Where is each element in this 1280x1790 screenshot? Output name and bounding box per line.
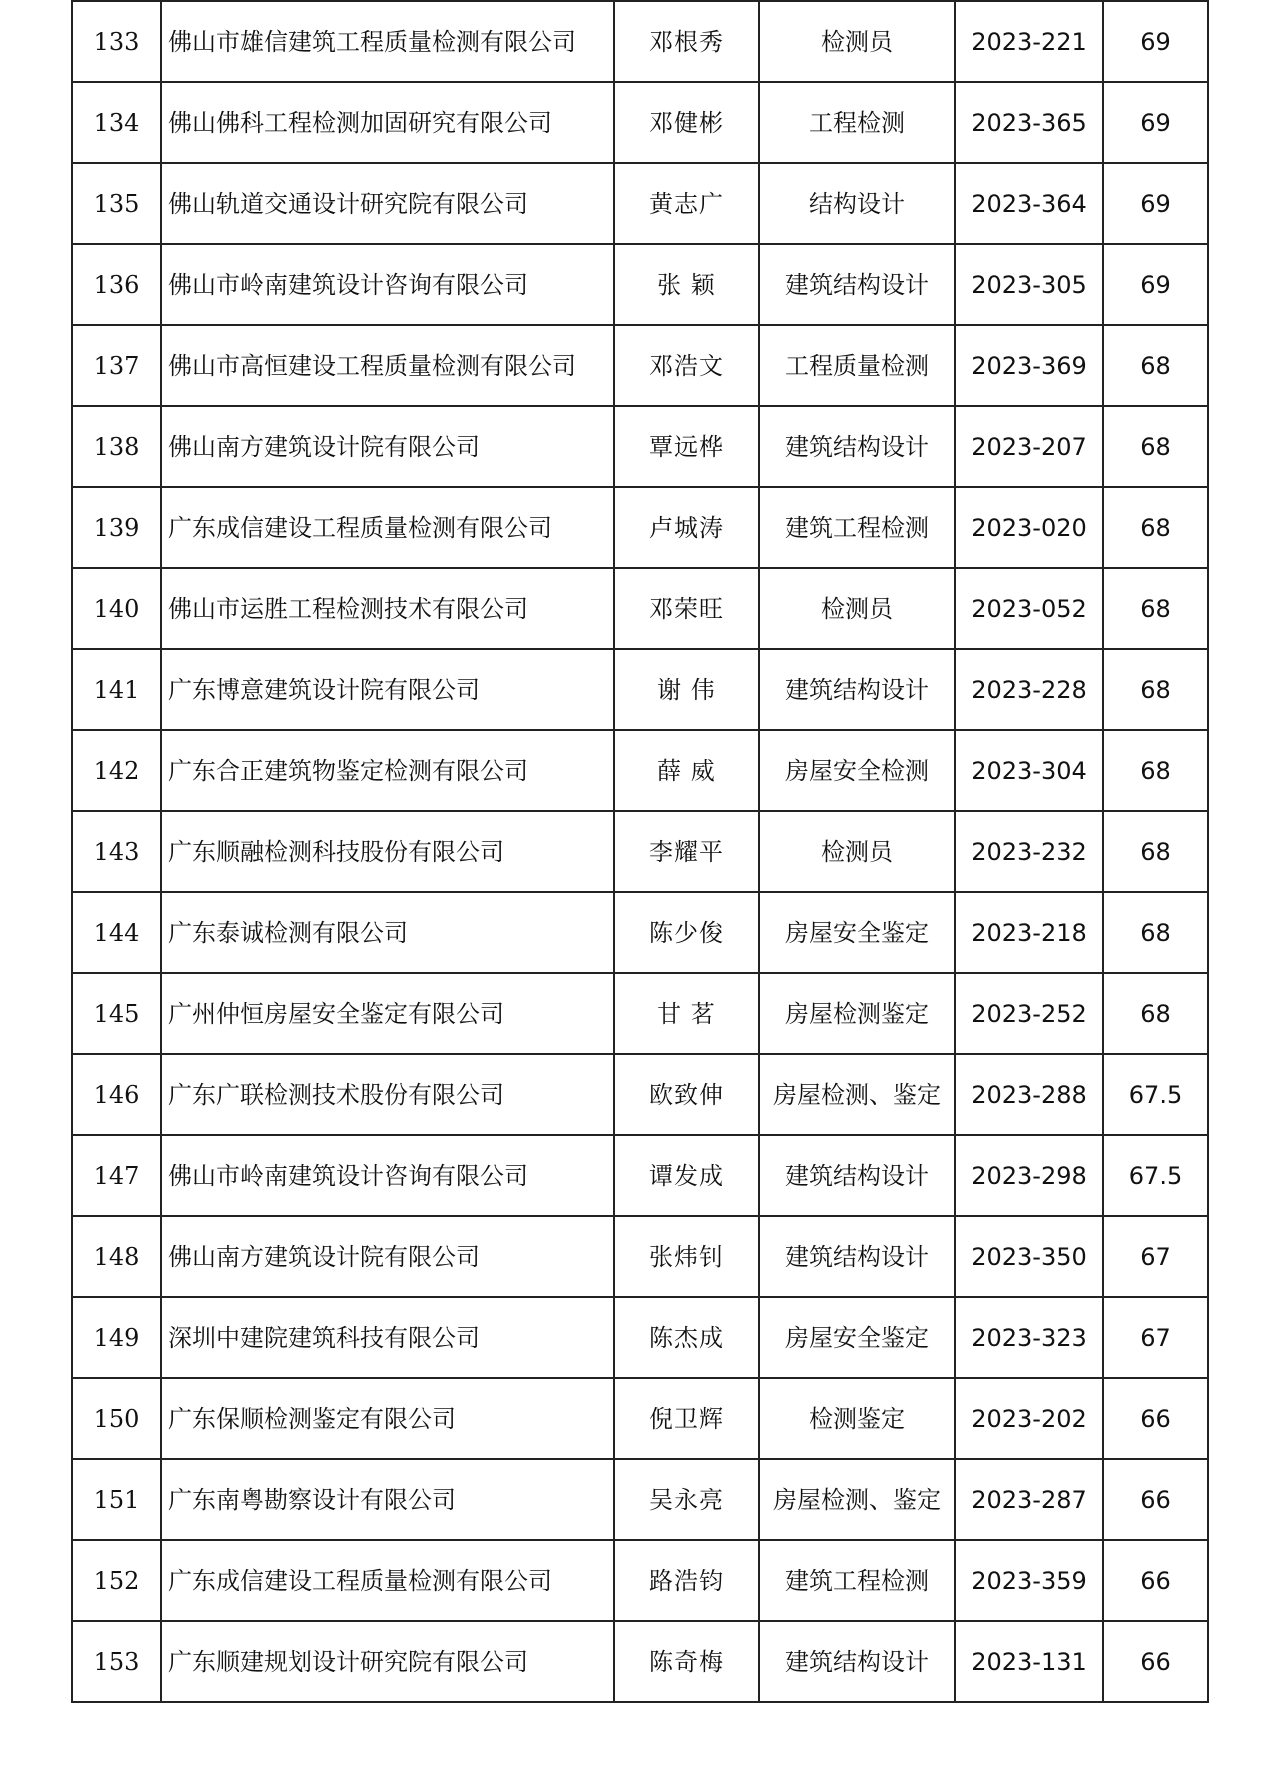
person-name-cell: 李耀平 xyxy=(614,811,759,892)
organization-name-cell: 佛山南方建筑设计院有限公司 xyxy=(161,406,614,487)
job-role-cell: 结构设计 xyxy=(759,163,955,244)
organization-name-cell: 广东泰诚检测有限公司 xyxy=(161,892,614,973)
score-cell: 68 xyxy=(1103,649,1208,730)
score-cell: 67 xyxy=(1103,1297,1208,1378)
certificate-number-cell: 2023-131 xyxy=(955,1621,1103,1702)
row-number-cell: 150 xyxy=(72,1378,161,1459)
score-cell: 68 xyxy=(1103,892,1208,973)
table-row xyxy=(72,973,1208,1054)
score-cell: 69 xyxy=(1103,1,1208,82)
table-row xyxy=(72,325,1208,406)
organization-name-cell: 佛山佛科工程检测加固研究有限公司 xyxy=(161,82,614,163)
row-number-cell: 143 xyxy=(72,811,161,892)
organization-name-cell: 佛山市运胜工程检测技术有限公司 xyxy=(161,568,614,649)
table-row xyxy=(72,1378,1208,1459)
certificate-number-cell: 2023-305 xyxy=(955,244,1103,325)
person-name-cell: 谢 伟 xyxy=(614,649,759,730)
person-name-cell: 陈杰成 xyxy=(614,1297,759,1378)
row-number-cell: 153 xyxy=(72,1621,161,1702)
person-name-cell: 甘 茗 xyxy=(614,973,759,1054)
job-role-cell: 房屋安全鉴定 xyxy=(759,892,955,973)
person-name-cell: 邓根秀 xyxy=(614,1,759,82)
score-cell: 67 xyxy=(1103,1216,1208,1297)
row-number-cell: 146 xyxy=(72,1054,161,1135)
job-role-cell: 建筑结构设计 xyxy=(759,649,955,730)
person-name-cell: 薛 威 xyxy=(614,730,759,811)
table-row xyxy=(72,1054,1208,1135)
person-name-cell: 欧致伸 xyxy=(614,1054,759,1135)
row-number-cell: 144 xyxy=(72,892,161,973)
person-name-cell: 陈少俊 xyxy=(614,892,759,973)
row-number-cell: 145 xyxy=(72,973,161,1054)
table-row xyxy=(72,1297,1208,1378)
job-role-cell: 房屋检测、鉴定 xyxy=(759,1054,955,1135)
row-number-cell: 136 xyxy=(72,244,161,325)
certificate-number-cell: 2023-323 xyxy=(955,1297,1103,1378)
organization-name-cell: 广东合正建筑物鉴定检测有限公司 xyxy=(161,730,614,811)
table-row xyxy=(72,163,1208,244)
person-name-cell: 吴永亮 xyxy=(614,1459,759,1540)
table-row xyxy=(72,487,1208,568)
table-row xyxy=(72,1135,1208,1216)
score-cell: 66 xyxy=(1103,1540,1208,1621)
certificate-number-cell: 2023-221 xyxy=(955,1,1103,82)
roster-table xyxy=(71,0,1209,1703)
organization-name-cell: 广东顺建规划设计研究院有限公司 xyxy=(161,1621,614,1702)
person-name-cell: 卢城涛 xyxy=(614,487,759,568)
job-role-cell: 工程检测 xyxy=(759,82,955,163)
table-row xyxy=(72,892,1208,973)
row-number-cell: 140 xyxy=(72,568,161,649)
table-row xyxy=(72,568,1208,649)
score-cell: 68 xyxy=(1103,568,1208,649)
job-role-cell: 房屋检测、鉴定 xyxy=(759,1459,955,1540)
certificate-number-cell: 2023-287 xyxy=(955,1459,1103,1540)
score-cell: 68 xyxy=(1103,973,1208,1054)
organization-name-cell: 佛山市高恒建设工程质量检测有限公司 xyxy=(161,325,614,406)
score-cell: 69 xyxy=(1103,82,1208,163)
job-role-cell: 建筑工程检测 xyxy=(759,1540,955,1621)
job-role-cell: 建筑结构设计 xyxy=(759,1135,955,1216)
job-role-cell: 检测鉴定 xyxy=(759,1378,955,1459)
person-name-cell: 邓浩文 xyxy=(614,325,759,406)
roster-sheet xyxy=(71,0,1207,1703)
score-cell: 68 xyxy=(1103,487,1208,568)
row-number-cell: 148 xyxy=(72,1216,161,1297)
organization-name-cell: 广东顺融检测科技股份有限公司 xyxy=(161,811,614,892)
row-number-cell: 151 xyxy=(72,1459,161,1540)
organization-name-cell: 佛山市雄信建筑工程质量检测有限公司 xyxy=(161,1,614,82)
job-role-cell: 建筑结构设计 xyxy=(759,1621,955,1702)
score-cell: 66 xyxy=(1103,1459,1208,1540)
table-row xyxy=(72,244,1208,325)
certificate-number-cell: 2023-232 xyxy=(955,811,1103,892)
person-name-cell: 邓健彬 xyxy=(614,82,759,163)
person-name-cell: 张炜钊 xyxy=(614,1216,759,1297)
row-number-cell: 133 xyxy=(72,1,161,82)
person-name-cell: 黄志广 xyxy=(614,163,759,244)
job-role-cell: 建筑结构设计 xyxy=(759,1216,955,1297)
row-number-cell: 135 xyxy=(72,163,161,244)
organization-name-cell: 广东成信建设工程质量检测有限公司 xyxy=(161,1540,614,1621)
person-name-cell: 邓荣旺 xyxy=(614,568,759,649)
job-role-cell: 房屋检测鉴定 xyxy=(759,973,955,1054)
table-row xyxy=(72,1216,1208,1297)
organization-name-cell: 广东成信建设工程质量检测有限公司 xyxy=(161,487,614,568)
organization-name-cell: 广州仲恒房屋安全鉴定有限公司 xyxy=(161,973,614,1054)
job-role-cell: 检测员 xyxy=(759,811,955,892)
job-role-cell: 房屋安全检测 xyxy=(759,730,955,811)
certificate-number-cell: 2023-364 xyxy=(955,163,1103,244)
organization-name-cell: 佛山市岭南建筑设计咨询有限公司 xyxy=(161,244,614,325)
organization-name-cell: 佛山市岭南建筑设计咨询有限公司 xyxy=(161,1135,614,1216)
row-number-cell: 152 xyxy=(72,1540,161,1621)
organization-name-cell: 佛山南方建筑设计院有限公司 xyxy=(161,1216,614,1297)
person-name-cell: 谭发成 xyxy=(614,1135,759,1216)
table-row xyxy=(72,82,1208,163)
job-role-cell: 房屋安全鉴定 xyxy=(759,1297,955,1378)
job-role-cell: 检测员 xyxy=(759,1,955,82)
person-name-cell: 路浩钧 xyxy=(614,1540,759,1621)
organization-name-cell: 广东保顺检测鉴定有限公司 xyxy=(161,1378,614,1459)
organization-name-cell: 佛山轨道交通设计研究院有限公司 xyxy=(161,163,614,244)
certificate-number-cell: 2023-020 xyxy=(955,487,1103,568)
table-row xyxy=(72,730,1208,811)
score-cell: 68 xyxy=(1103,730,1208,811)
person-name-cell: 陈奇梅 xyxy=(614,1621,759,1702)
organization-name-cell: 深圳中建院建筑科技有限公司 xyxy=(161,1297,614,1378)
certificate-number-cell: 2023-252 xyxy=(955,973,1103,1054)
certificate-number-cell: 2023-369 xyxy=(955,325,1103,406)
table-row xyxy=(72,1459,1208,1540)
person-name-cell: 覃远桦 xyxy=(614,406,759,487)
certificate-number-cell: 2023-350 xyxy=(955,1216,1103,1297)
certificate-number-cell: 2023-304 xyxy=(955,730,1103,811)
person-name-cell: 张 颖 xyxy=(614,244,759,325)
score-cell: 68 xyxy=(1103,811,1208,892)
person-name-cell: 倪卫辉 xyxy=(614,1378,759,1459)
row-number-cell: 141 xyxy=(72,649,161,730)
organization-name-cell: 广东博意建筑设计院有限公司 xyxy=(161,649,614,730)
row-number-cell: 138 xyxy=(72,406,161,487)
certificate-number-cell: 2023-359 xyxy=(955,1540,1103,1621)
table-row xyxy=(72,1621,1208,1702)
score-cell: 69 xyxy=(1103,163,1208,244)
table-row xyxy=(72,1540,1208,1621)
organization-name-cell: 广东广联检测技术股份有限公司 xyxy=(161,1054,614,1135)
job-role-cell: 建筑结构设计 xyxy=(759,244,955,325)
row-number-cell: 149 xyxy=(72,1297,161,1378)
certificate-number-cell: 2023-052 xyxy=(955,568,1103,649)
score-cell: 69 xyxy=(1103,244,1208,325)
certificate-number-cell: 2023-288 xyxy=(955,1054,1103,1135)
certificate-number-cell: 2023-298 xyxy=(955,1135,1103,1216)
job-role-cell: 建筑工程检测 xyxy=(759,487,955,568)
table-row xyxy=(72,649,1208,730)
score-cell: 66 xyxy=(1103,1378,1208,1459)
score-cell: 68 xyxy=(1103,406,1208,487)
job-role-cell: 工程质量检测 xyxy=(759,325,955,406)
table-row xyxy=(72,811,1208,892)
score-cell: 67.5 xyxy=(1103,1054,1208,1135)
row-number-cell: 139 xyxy=(72,487,161,568)
row-number-cell: 134 xyxy=(72,82,161,163)
row-number-cell: 147 xyxy=(72,1135,161,1216)
organization-name-cell: 广东南粤勘察设计有限公司 xyxy=(161,1459,614,1540)
score-cell: 66 xyxy=(1103,1621,1208,1702)
certificate-number-cell: 2023-228 xyxy=(955,649,1103,730)
certificate-number-cell: 2023-218 xyxy=(955,892,1103,973)
certificate-number-cell: 2023-207 xyxy=(955,406,1103,487)
score-cell: 68 xyxy=(1103,325,1208,406)
roster-table-body xyxy=(72,1,1208,1702)
row-number-cell: 142 xyxy=(72,730,161,811)
certificate-number-cell: 2023-202 xyxy=(955,1378,1103,1459)
job-role-cell: 检测员 xyxy=(759,568,955,649)
table-row xyxy=(72,406,1208,487)
score-cell: 67.5 xyxy=(1103,1135,1208,1216)
certificate-number-cell: 2023-365 xyxy=(955,82,1103,163)
row-number-cell: 137 xyxy=(72,325,161,406)
table-row xyxy=(72,1,1208,82)
job-role-cell: 建筑结构设计 xyxy=(759,406,955,487)
